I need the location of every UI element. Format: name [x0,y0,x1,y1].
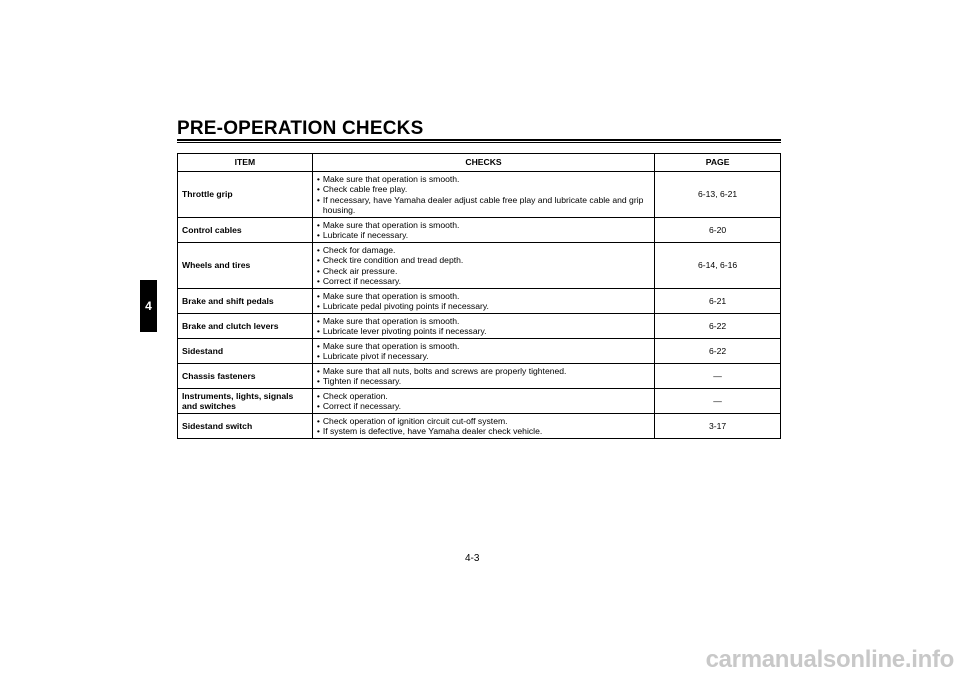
check-text: Make sure that all nuts, bolts and screws are properly tightened. [322,365,567,376]
page-number: 4-3 [465,553,480,564]
bullet-dot: • [316,326,320,336]
row-item: Sidestand switch [178,414,313,439]
bullet-dot: • [316,255,320,265]
title-rule-thin [177,142,781,143]
header-page: PAGE [655,154,781,172]
row-page: 6-21 [655,289,781,314]
check-text: Lubricate pedal pivoting points if necessary. [322,301,489,311]
check-text: Check operation of ignition circuit cut-off system. [322,415,508,426]
table-row [178,218,781,243]
table-row [178,172,781,218]
row-item: Sidestand [178,339,313,364]
row-item: Brake and shift pedals [178,289,313,314]
check-bullet [317,276,650,287]
check-bullet [317,245,650,256]
row-checks [312,414,654,439]
check-bullet [317,316,650,327]
check-bullet [317,230,650,241]
row-item: Control cables [178,218,313,243]
check-text: If system is defective, have Yamaha dealer check vehicle. [322,426,543,436]
check-bullet [317,416,650,427]
check-bullet [317,255,650,266]
table-row [178,414,781,439]
row-page: 6-22 [655,314,781,339]
check-bullet [317,291,650,302]
bullet-dot: • [316,194,320,205]
table-row [178,314,781,339]
page-title: PRE-OPERATION CHECKS [177,118,424,139]
check-text: Check air pressure. [322,265,398,276]
check-text: Tighten if necessary. [322,376,402,386]
row-page: — [655,364,781,389]
bullet-dot: • [316,315,320,326]
check-text: If necessary, have Yamaha dealer adjust cable free play and lubricate cable and grip housing. [322,194,644,215]
check-bullet [317,326,650,337]
check-text: Make sure that operation is smooth. [322,290,460,301]
check-text: Make sure that operation is smooth. [322,315,460,326]
watermark: carmanualsonline.info [705,646,954,673]
check-bullet [317,195,650,216]
bullet-dot: • [316,265,320,276]
check-text: Make sure that operation is smooth. [322,340,460,351]
bullet-dot: • [316,415,320,426]
bullet-dot: • [316,401,320,411]
table-row [178,389,781,414]
bullet-dot: • [316,390,320,401]
bullet-dot: • [316,244,320,255]
check-text: Lubricate lever pivoting points if necessary. [322,326,487,336]
chapter-tab [140,280,157,332]
check-bullet [317,184,650,195]
row-checks [312,314,654,339]
header-checks: CHECKS [312,154,654,172]
row-checks [312,389,654,414]
chapter-tab-label: 4 [145,299,152,313]
check-bullet [317,174,650,185]
check-bullet [317,301,650,312]
row-checks [312,289,654,314]
table-row [178,289,781,314]
check-text: Check cable free play. [322,184,408,194]
check-bullet [317,376,650,387]
check-text: Make sure that operation is smooth. [322,219,460,230]
check-bullet [317,266,650,277]
bullet-dot: • [316,376,320,386]
bullet-dot: • [316,230,320,240]
row-checks [312,218,654,243]
row-page: — [655,389,781,414]
row-item: Instruments, lights, signals and switches [178,389,313,414]
row-page: 6-22 [655,339,781,364]
pre-operation-checks-table [177,153,781,439]
row-checks [312,339,654,364]
table-row [178,339,781,364]
row-page: 6-14, 6-16 [655,243,781,289]
bullet-dot: • [316,173,320,184]
check-text: Lubricate pivot if necessary. [322,351,429,361]
table-row [178,243,781,289]
bullet-dot: • [316,351,320,361]
check-text: Correct if necessary. [322,401,401,411]
row-checks [312,364,654,389]
bullet-dot: • [316,290,320,301]
check-bullet [317,220,650,231]
bullet-dot: • [316,365,320,376]
check-bullet [317,401,650,412]
row-checks [312,172,654,218]
check-bullet [317,426,650,437]
row-item: Chassis fasteners [178,364,313,389]
row-item: Brake and clutch levers [178,314,313,339]
bullet-dot: • [316,219,320,230]
check-bullet [317,366,650,377]
check-text: Make sure that operation is smooth. [322,173,460,184]
row-item: Throttle grip [178,172,313,218]
check-bullet [317,391,650,402]
check-text: Correct if necessary. [322,276,401,286]
row-checks [312,243,654,289]
bullet-dot: • [316,276,320,286]
check-text: Check operation. [322,390,388,401]
header-item: ITEM [178,154,313,172]
check-bullet [317,351,650,362]
row-page: 6-13, 6-21 [655,172,781,218]
check-text: Lubricate if necessary. [322,230,409,240]
bullet-dot: • [316,340,320,351]
bullet-dot: • [316,184,320,194]
check-text: Check tire condition and tread depth. [322,255,464,265]
row-item: Wheels and tires [178,243,313,289]
title-rule [177,139,781,141]
check-bullet [317,341,650,352]
bullet-dot: • [316,426,320,436]
table-row [178,364,781,389]
row-page: 6-20 [655,218,781,243]
check-text: Check for damage. [322,244,396,255]
row-page: 3-17 [655,414,781,439]
bullet-dot: • [316,301,320,311]
table-header-row [178,154,781,172]
